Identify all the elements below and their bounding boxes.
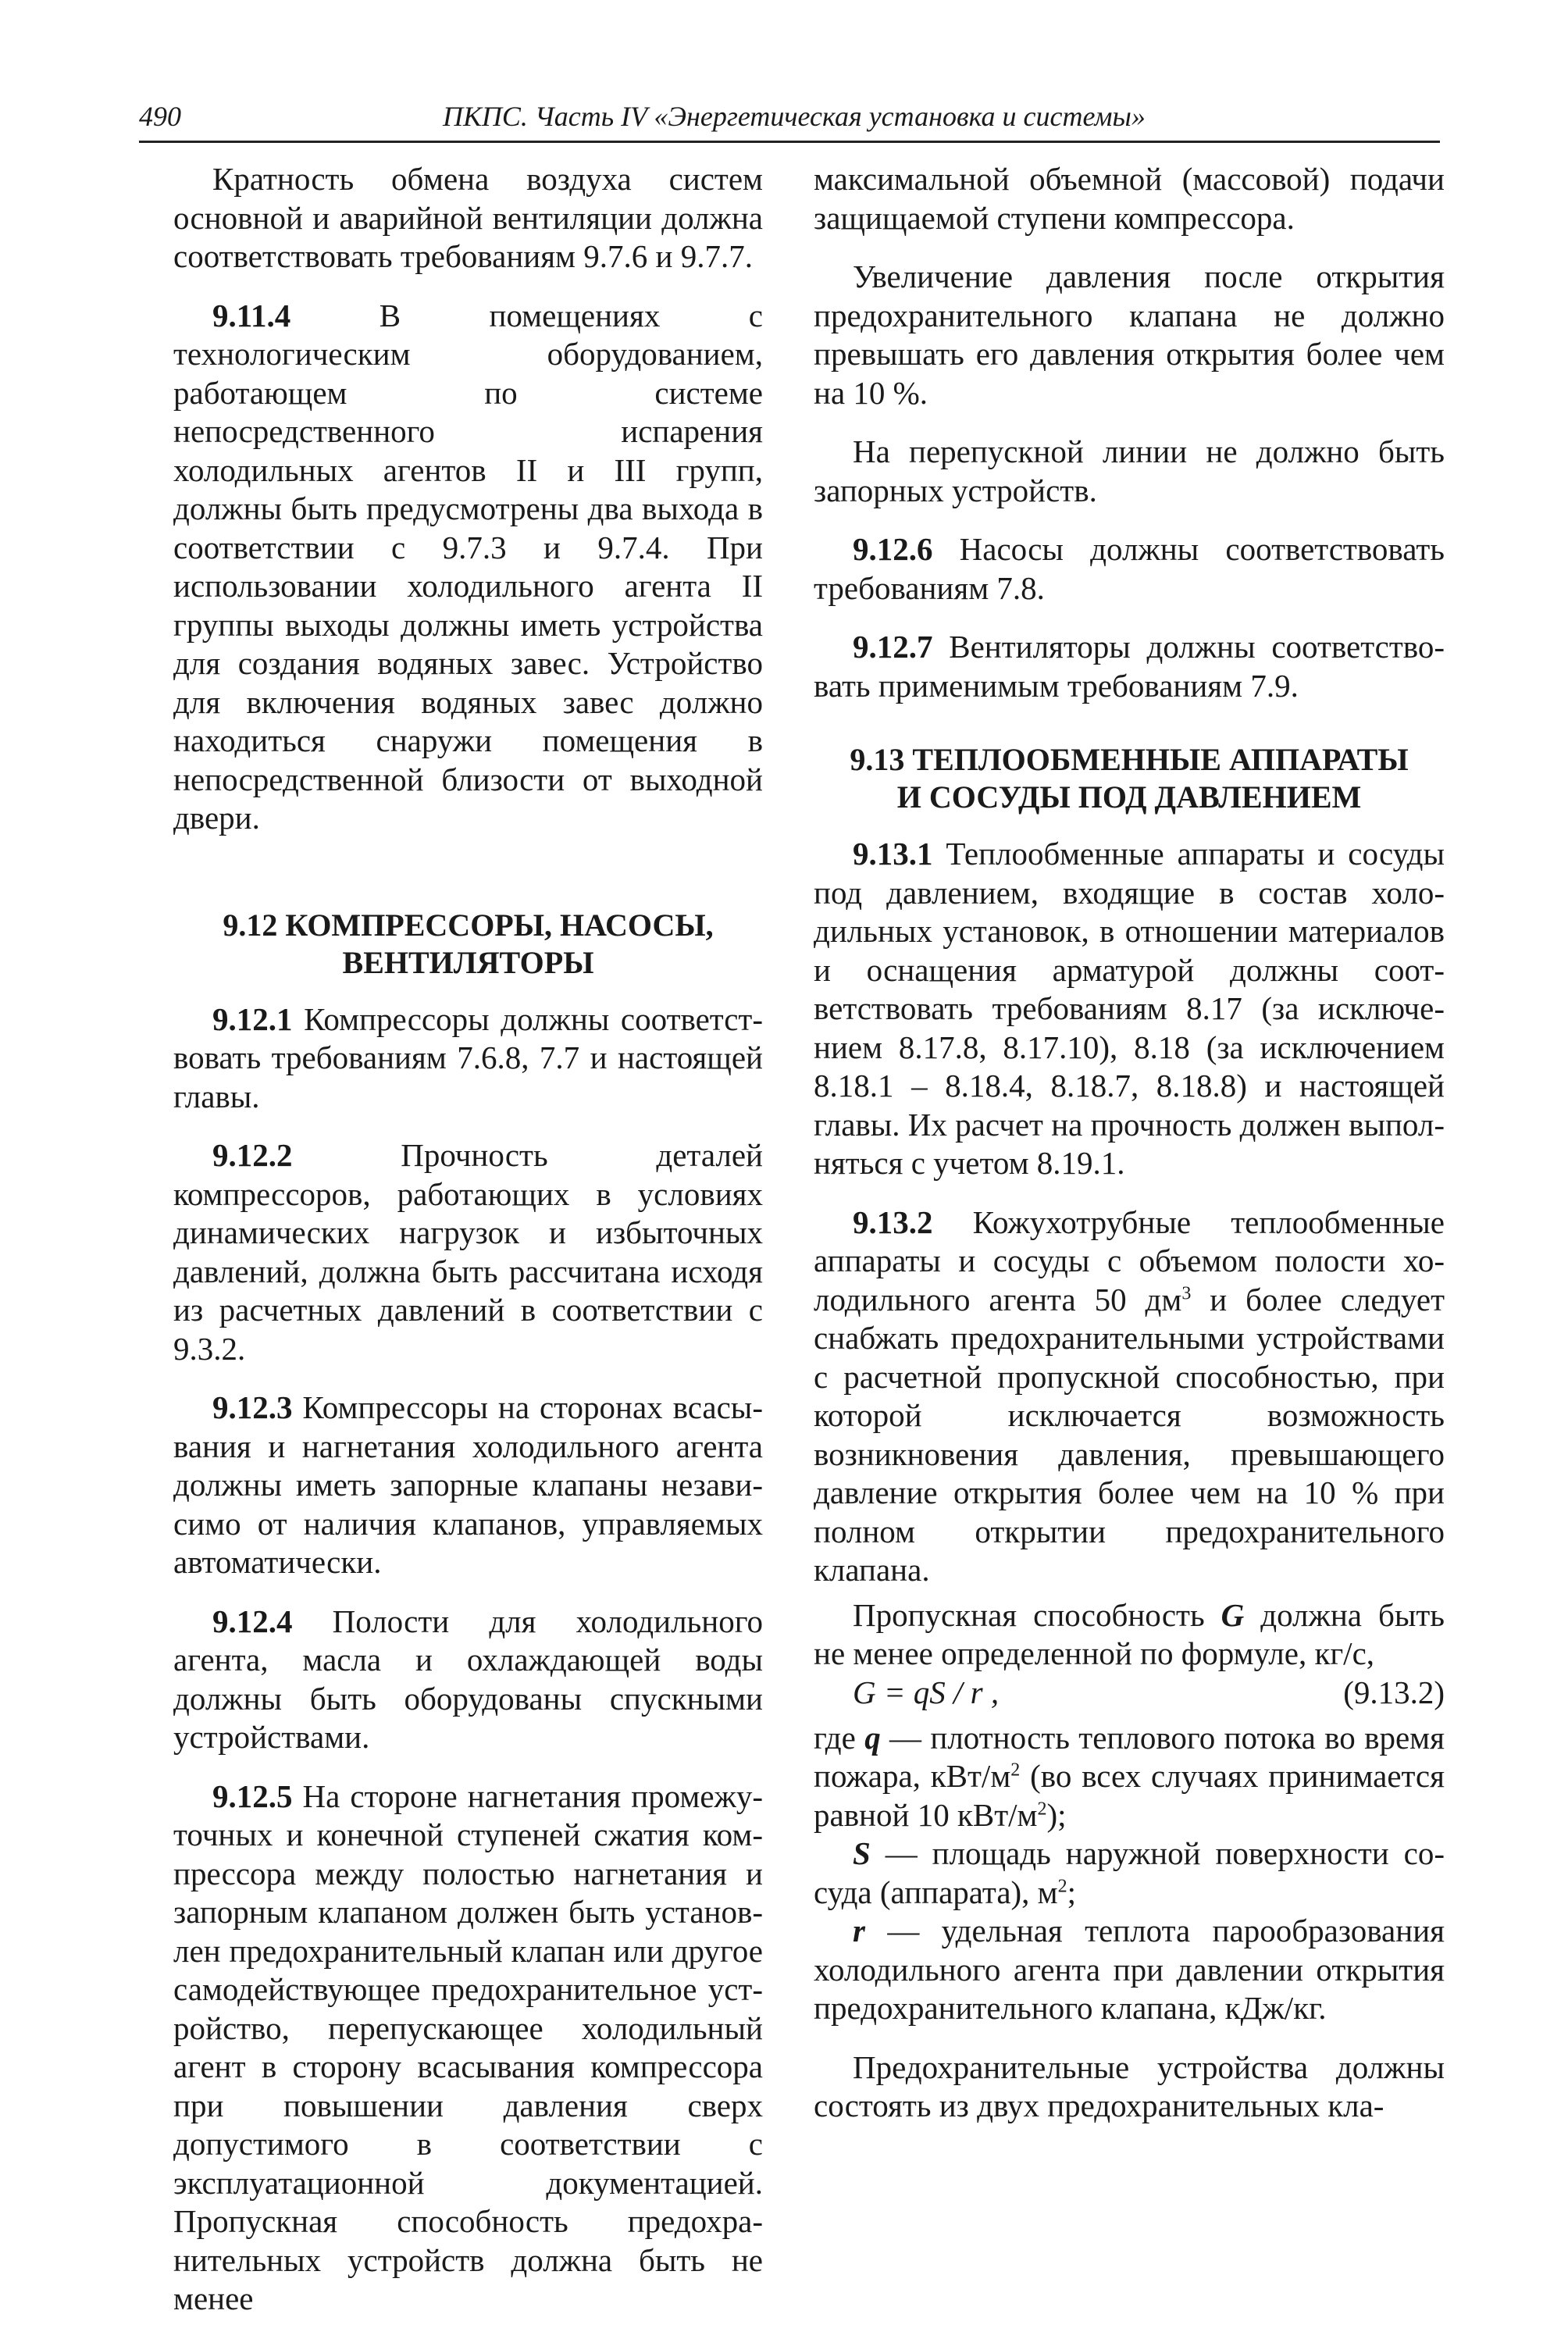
clause-number: 9.12.5 [212,1777,293,1814]
paragraph-9-12-2: 9.12.2 Прочность деталей компрессоров, работающих в условиях динамических нагрузок и избыточных давлений, должна быть рассчитана исходя из расчетных давлений в соответствии с 9.3.2. [173,1137,763,1367]
formula-9-13-2 [814,1674,1445,1713]
paragraph-where-r: r — удельная теплота парообразования холодильного агента при давлении открытия предохранительного клапана, кДж/кг. [814,1913,1445,2026]
clause-number: 9.12.6 [853,531,933,567]
clause-number: 9.12.3 [212,1389,293,1425]
paragraph-pressure-increase: Увеличение давления после открытия предохранительного клапана не должно превышать его давления открытия более чем на 10 %. [814,259,1445,411]
paragraph-9-13-2: 9.13.2 Кожухотрубные теплообменные аппараты и сосуды с объемом полости холодильного агента 50 $дм^3$ и более следует снабжать предохранительными устройствами с расчетной пропускной способностью, при которой исключается возможность возникновения давления, превышающего давление открытия более чем на 10 % при полном открытии предохранительного клапана. [814,1203,1445,1588]
page-header [139,100,1440,143]
page-number: 490 [139,101,181,132]
paragraph-9-12-5: 9.12.5 На стороне нагнетания промежуточных и конечной ступеней сжатия компрессора между полостью нагнетания и запорным клапаном должен быть установлен предохранительный клапан или другое самодействующее предохранительное устройство, перепускающее холодильный агент в сторону всасывания компрессора при повышении давления сверх допустимого в соответствии с эксплуатационной документацией. Пропускная способность предохранительных устройств должна быть не менее [173,1777,763,2316]
paragraph-9-11-4: 9.11.4 В помещениях с технологическим оборудованием, работающем по системе непосредственного испарения холодильных агентов II и III групп, должны быть предусмотрены два выхода в соответствии с 9.7.3 и 9.7.4. При использовании холодильного агента II группы выходы должны иметь устройства для создания водяных завес. Устройство для включения водяных завес должно находиться снаружи помещения в непосредственной близости от выходной двери. [173,297,763,836]
left-column [173,160,763,2339]
clause-number: 9.13.1 [853,836,933,872]
clause-number: 9.11.4 [212,297,291,333]
paragraph-capacity: Пропускная способность G должна быть не менее определенной по формуле, кг/с, [814,1596,1445,1671]
running-title: ПКПС. Часть IV «Энергетическая установка и системы» [443,101,1146,132]
paragraph-9-12-4: 9.12.4 Полости для холодильного агента, масла и охлаждающей воды должны быть оборудованы спускными устройствами. [173,1603,763,1755]
paragraph-safety-devices: Предохранительные устройства должны состоять из двух предохранительных кла- [814,2048,1445,2123]
paragraph-9-12-3: 9.12.3 Компрессоры на сторонах всасывания и нагнетания холодильного агента должны иметь запорные клапаны независимо от наличия клапанов, управляемых автоматически. [173,1389,763,1580]
formula-number: (9.13.2) [1343,1674,1445,1710]
right-column [814,160,1445,2146]
clause-number: 9.12.7 [853,629,933,665]
formula-expression: G = qS / r , [853,1674,1000,1710]
paragraph-9-12-6: 9.12.6 Насосы должны соответствовать требованиям 7.8. [814,531,1445,606]
paragraph-9-13-1: 9.13.1 Теплообменные аппараты и сосуды под давлением, входящие в состав холодильных установок, в отношении материалов и оснащения арматурой должны соответствовать требованиям 8.17 (за исключением 8.17.8, 8.17.10), 8.18 (за исключением 8.18.1 – 8.18.4, 8.18.7, 8.18.8) и настоящей главы. Их расчет на прочность должен выполняться с учетом 8.19.1. [814,836,1445,1181]
clause-number: 9.13.2 [853,1203,933,1240]
paragraph-bypass-line: На перепускной линии не должно быть запорных устройств. [814,433,1445,508]
section-heading-9-13: 9.13 ТЕПЛООБМЕННЫЕ АППАРАТЫ И СОСУДЫ ПОД ДАВЛЕНИЕМ [850,742,1409,815]
paragraph-ventilation-rate: Кратность обмена воздуха систем основной и аварийной вентиляции должна соответствовать требованиям 9.7.6 и 9.7.7. [173,161,763,274]
paragraph-where-q: где q — плотность теплового потока во время пожара, кВт/$м^2$ (во всех случаях принимается равной 10 кВт/$м^2$); [814,1719,1445,1833]
clause-number: 9.12.1 [212,1000,293,1037]
clause-number: 9.12.4 [212,1603,293,1639]
paragraph-9-12-1: 9.12.1 Компрессоры должны соответствовать требованиям 7.6.8, 7.7 и настоящей главы. [173,1000,763,1114]
paragraph-continuation: максимальной объемной (массовой) подачи защищаемой ступени компрессора. [814,161,1445,236]
section-heading-9-12: 9.12 КОМПРЕССОРЫ, НАСОСЫ, ВЕНТИЛЯТОРЫ [223,907,714,980]
clause-number: 9.12.2 [212,1137,293,1173]
paragraph-where-s: S — площадь наружной поверхности сосуда (аппарата), $м^2$; [814,1835,1445,1910]
paragraph-9-12-7: 9.12.7 Вентиляторы должны соответствовать применимым требованиям 7.9. [814,629,1445,704]
